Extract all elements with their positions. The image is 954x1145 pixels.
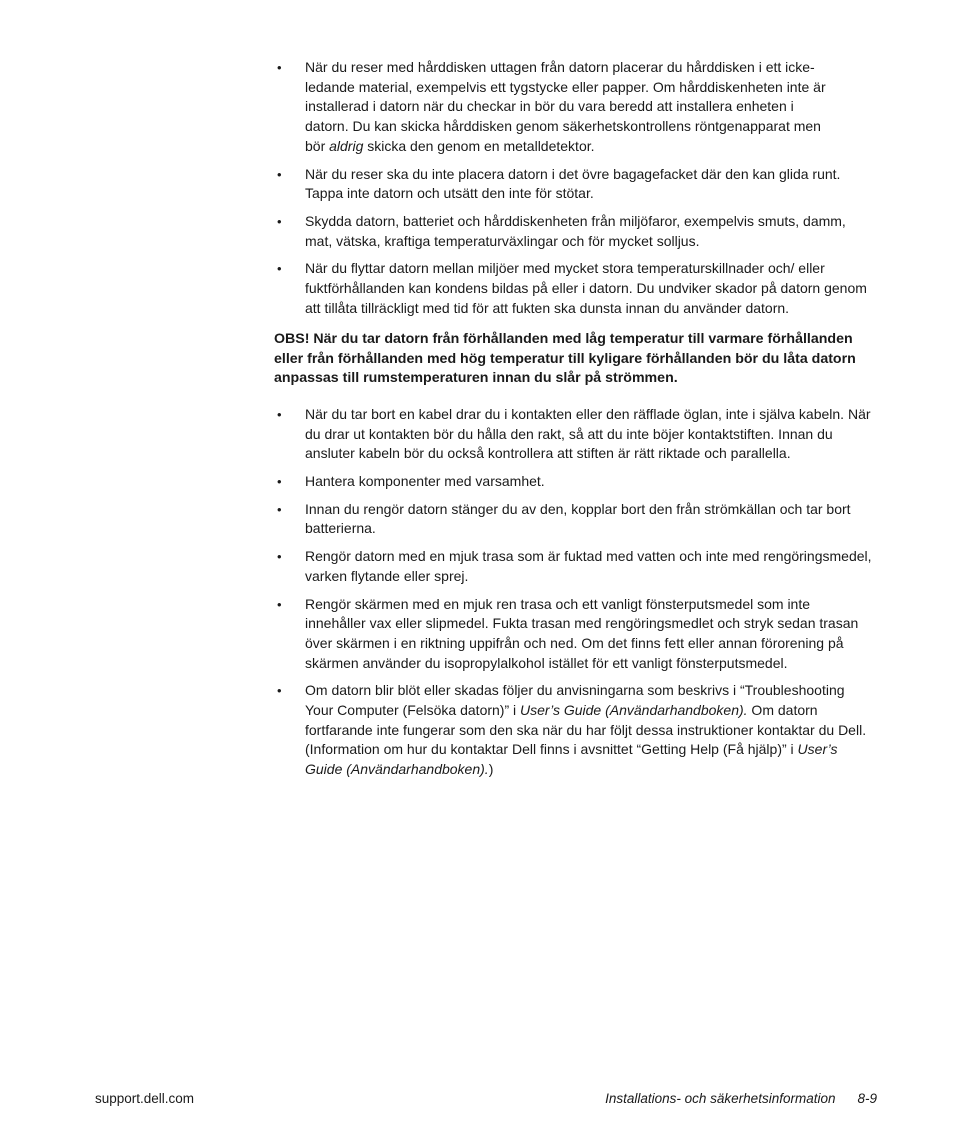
- emphasis-text: aldrig: [329, 137, 364, 154]
- bullet-list-bottom: [274, 405, 874, 780]
- footer-section: [605, 1091, 877, 1106]
- footer-section-title: Installations- och säkerhetsinformation: [605, 1091, 836, 1106]
- list-item: [274, 547, 874, 586]
- list-item: [274, 405, 874, 464]
- emphasis-text: User’s Guide (Användarhandboken).: [305, 741, 838, 778]
- list-item: [274, 681, 874, 780]
- bullet-text: Rengör skärmen med en mjuk ren trasa och ett vanligt fönsterputsmedel som inte innehåller vax eller slipmedel. Fukta trasan med rengöringsmedlet och stryk sedan trasan över skärmen i en riktning uppifrån och ned. Om det finns fett eller annan förorening på skärmen använder du isopropylalkohol istället för ett vanligt fönsterputsmedel.: [305, 595, 859, 671]
- list-item: [274, 472, 874, 492]
- list-item: [274, 259, 874, 318]
- bullet-text: skicka den genom en metalldetektor.: [363, 137, 595, 154]
- bullet-text: Rengör datorn med en mjuk trasa som är fuktad med vatten och inte med rengöringsmedel, varken flytande eller sprej.: [305, 548, 872, 584]
- bullet-text: ): [488, 761, 494, 778]
- footer-url: support.dell.com: [95, 1091, 195, 1106]
- bullet-text: Hantera komponenter med varsamhet.: [305, 473, 545, 490]
- list-item: [274, 58, 830, 157]
- list-item: [274, 165, 874, 204]
- list-item: [274, 595, 874, 674]
- list-item: [274, 212, 874, 251]
- bullet-text: När du reser med hårddisken uttagen från datorn placerar du hårddisken i ett icke-ledande material, exempelvis ett tygstycke eller papper. Om hårddiskenheten inte är installerad i datorn när du checkar in bör du vara beredd att installera enheten i datorn. Du kan skicka hårddisken genom säkerhetskontrollens röntgenapparat men bör: [305, 59, 826, 154]
- page-number: 8-9: [857, 1091, 877, 1106]
- bullet-text: Om datorn fortfarande inte fungerar som den ska när du har följt dessa instruktioner kontaktar du Dell. (Information om hur du kontaktar Dell finns i avsnittet “Getting Help (Få hjälp)” i: [305, 702, 867, 758]
- bullet-icon: •: [277, 213, 282, 229]
- list-item: [274, 500, 874, 539]
- page-content: [274, 58, 874, 788]
- bullet-icon: •: [277, 501, 282, 517]
- bullet-icon: •: [277, 474, 282, 490]
- bullet-text: När du reser ska du inte placera datorn i det övre bagagefacket där den kan glida runt. Tappa inte datorn och utsätt den inte för stötar.: [305, 165, 841, 202]
- bullet-icon: •: [277, 166, 282, 182]
- bullet-icon: •: [277, 683, 282, 699]
- bullet-icon: •: [277, 406, 282, 422]
- emphasis-text: User’s Guide (Användarhandboken).: [520, 702, 748, 719]
- bullet-text: Skydda datorn, batteriet och hårddiskenheten från miljöfaror, exempelvis smuts, damm, mat, vätska, kraftiga temperaturväxlingar och för mycket solljus.: [305, 212, 846, 249]
- bullet-text: Om datorn blir blöt eller skadas följer du anvisningarna som beskrivs i “Troubleshooting Your Computer (Felsöka datorn)” i: [305, 682, 845, 719]
- bullet-text: Innan du rengör datorn stänger du av den, kopplar bort den från strömkällan och tar bort batterierna.: [305, 500, 851, 537]
- bullet-text: När du tar bort en kabel drar du i kontakten eller den räfflade öglan, inte i själva kabeln. När du drar ut kontakten bör du hålla den rakt, så att du inte böjer kontaktstiften. Innan du ansluter kabeln bör du också kontrollera att stiften är rätt riktade och parallella.: [305, 405, 871, 462]
- bullet-icon: •: [277, 549, 282, 565]
- bullet-icon: •: [277, 261, 282, 277]
- bullet-text: När du flyttar datorn mellan miljöer med mycket stora temperaturskillnader och/ eller fuktförhållanden kan kondens bildas på eller i datorn. Du undviker skador på datorn genom att tillåta tillräckligt med tid för att fukten ska dunsta innan du använder datorn.: [305, 260, 867, 316]
- bullet-list-top: [274, 58, 874, 318]
- notice-text: OBS! När du tar datorn från förhållanden med låg temperatur till varmare förhållanden eller från förhållanden med hög temperatur till kyligare förhållanden bör du låta datorn anpassas till rumstemperaturen innan du slår på strömmen.: [274, 331, 856, 387]
- bullet-icon: •: [277, 60, 282, 75]
- bullet-icon: •: [277, 596, 282, 612]
